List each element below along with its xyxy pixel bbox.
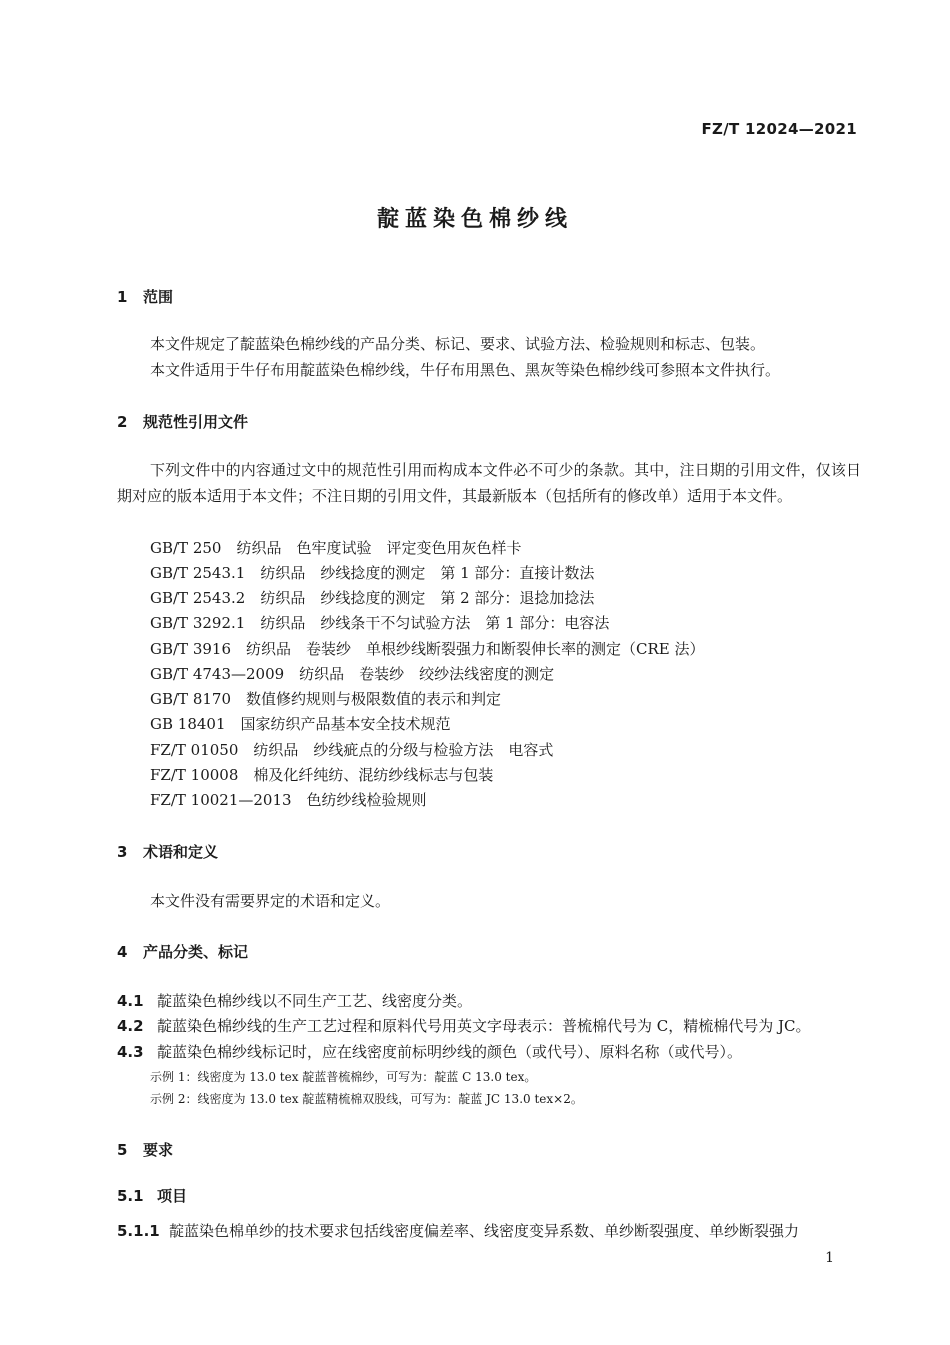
document-title: 靛蓝染色棉纱线 xyxy=(376,207,573,232)
section-title: 范围 xyxy=(143,288,174,306)
section-title: 术语和定义 xyxy=(143,843,219,861)
clause-number: 5.1 xyxy=(117,1187,144,1205)
clause-4-3 xyxy=(117,1041,742,1062)
example-1: 示例 1：线密度为 13.0 tex 靛蓝普梳棉纱，可写为：靛蓝 C 13.0 tex。 xyxy=(150,1070,537,1084)
clause-number: 4.2 xyxy=(117,1017,144,1035)
section-3-heading xyxy=(117,841,218,862)
reference-item: FZ/T 10008 棉及化纤纯纺、混纺纱线标志与包装 xyxy=(150,766,494,784)
clause-4-2 xyxy=(117,1015,811,1036)
clause-number: 4.3 xyxy=(117,1043,144,1061)
s1-paragraph-2: 本文件适用于牛仔布用靛蓝染色棉纱线，牛仔布用黑色、黑灰等染色棉纱线可参照本文件执行。 xyxy=(150,361,781,379)
reference-item: GB 18401 国家纺织产品基本安全技术规范 xyxy=(150,715,451,733)
section-title: 产品分类、标记 xyxy=(143,943,249,961)
s3-paragraph: 本文件没有需要界定的术语和定义。 xyxy=(150,892,391,910)
section-title: 规范性引用文件 xyxy=(143,413,249,431)
clause-text: 靛蓝染色棉纱线以不同生产工艺、线密度分类。 xyxy=(157,992,473,1010)
section-number: 3 xyxy=(117,843,128,861)
section-title: 要求 xyxy=(143,1141,174,1159)
clause-5-1-1 xyxy=(117,1220,799,1241)
page-number: 1 xyxy=(825,1250,834,1266)
reference-item: FZ/T 10021—2013 色纺纱线检验规则 xyxy=(150,791,427,809)
reference-item: FZ/T 01050 纺织品 纱线疵点的分级与检验方法 电容式 xyxy=(150,741,554,759)
reference-item: GB/T 2543.1 纺织品 纱线捻度的测定 第 1 部分：直接计数法 xyxy=(150,564,595,582)
clause-text: 靛蓝染色棉单纱的技术要求包括线密度偏差率、线密度变异系数、单纱断裂强度、单纱断裂强力 xyxy=(169,1222,800,1240)
section-number: 1 xyxy=(117,288,128,306)
s1-paragraph-1: 本文件规定了靛蓝染色棉纱线的产品分类、标记、要求、试验方法、检验规则和标志、包装。 xyxy=(150,335,766,353)
section-number: 4 xyxy=(117,943,128,961)
reference-item: GB/T 250 纺织品 色牢度试验 评定变色用灰色样卡 xyxy=(150,539,522,557)
standard-code: FZ/T 12024—2021 xyxy=(701,120,857,138)
section-5-heading xyxy=(117,1139,173,1160)
clause-number: 4.1 xyxy=(117,992,144,1010)
clause-4-1 xyxy=(117,990,472,1011)
section-number: 5 xyxy=(117,1141,128,1159)
section-number: 2 xyxy=(117,413,128,431)
section-2-heading xyxy=(117,411,248,432)
section-1-heading xyxy=(117,286,173,307)
clause-5-1-heading xyxy=(117,1185,187,1206)
clause-text: 靛蓝染色棉纱线的生产工艺过程和原料代号用英文字母表示：普梳棉代号为 C，精梳棉代号为 JC。 xyxy=(157,1017,811,1035)
reference-item: GB/T 3292.1 纺织品 纱线条干不匀试验方法 第 1 部分：电容法 xyxy=(150,614,610,632)
reference-item: GB/T 2543.2 纺织品 纱线捻度的测定 第 2 部分：退捻加捻法 xyxy=(150,589,595,607)
clause-number: 5.1.1 xyxy=(117,1222,160,1240)
section-4-heading xyxy=(117,941,248,962)
reference-item: GB/T 8170 数值修约规则与极限数值的表示和判定 xyxy=(150,690,502,708)
s2-intro-paragraph: 下列文件中的内容通过文中的规范性引用而构成本文件必不可少的条款。其中，注日期的引用文件，仅该日期对应的版本适用于本文件；不注日期的引用文件，其最新版本（包括所有的修改单）适用于本文件。 xyxy=(117,461,861,505)
clause-text: 靛蓝染色棉纱线标记时，应在线密度前标明纱线的颜色（或代号）、原料名称（或代号）。 xyxy=(157,1043,743,1061)
clause-title: 项目 xyxy=(157,1187,188,1205)
reference-item: GB/T 4743—2009 纺织品 卷装纱 绞纱法线密度的测定 xyxy=(150,665,555,683)
example-2: 示例 2：线密度为 13.0 tex 靛蓝精梳棉双股线，可写为：靛蓝 JC 13.0 tex×2。 xyxy=(150,1092,583,1106)
reference-item: GB/T 3916 纺织品 卷装纱 单根纱线断裂强力和断裂伸长率的测定（CRE 法） xyxy=(150,640,705,658)
